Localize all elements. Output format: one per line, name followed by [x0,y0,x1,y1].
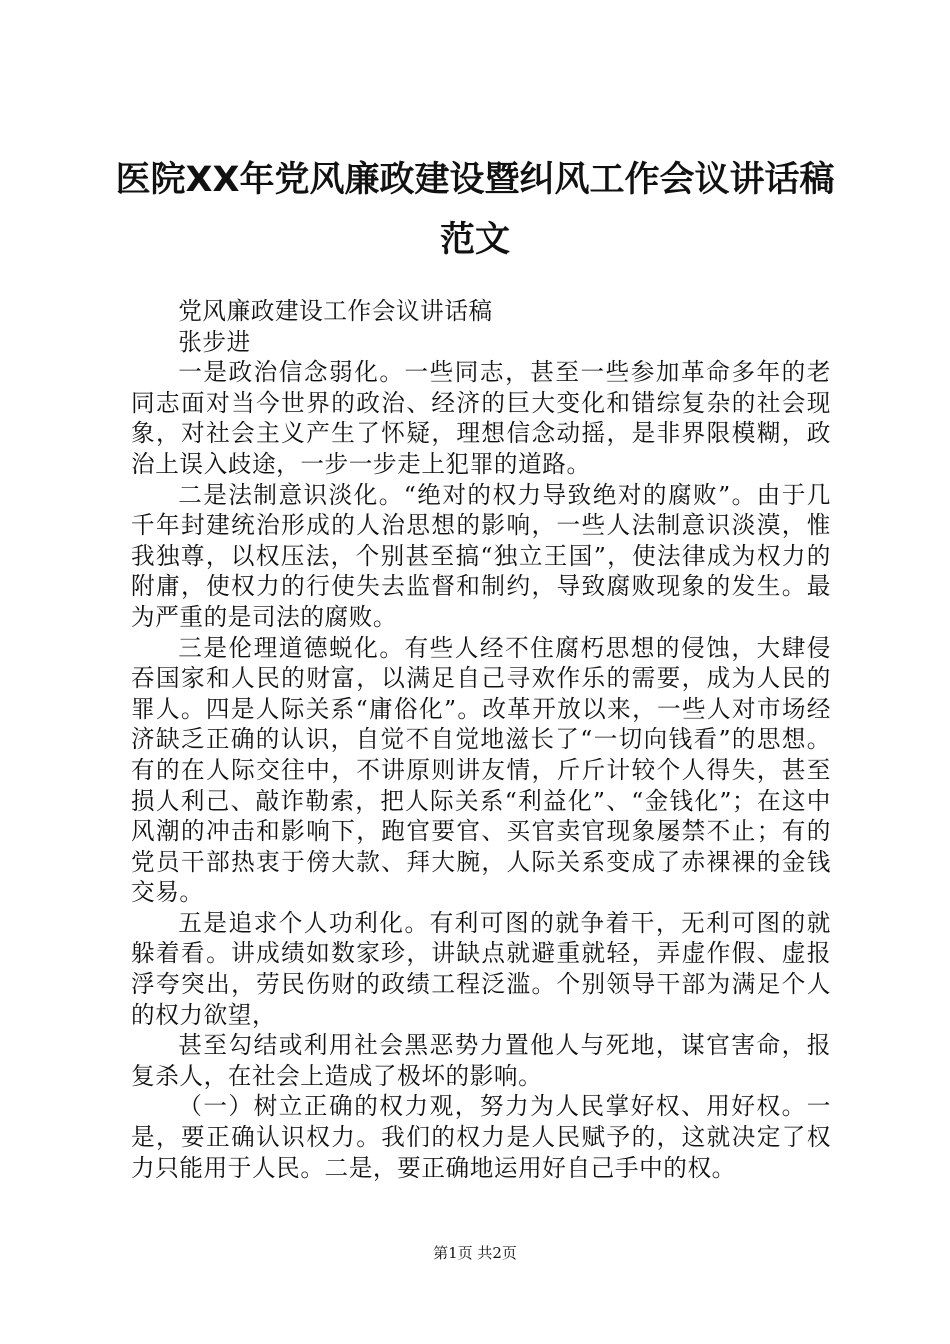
page-number-footer: 第1页 共2页 [433,1244,517,1262]
document-title: 医院XX年党风廉政建设暨纠风工作会议讲话稿范文 [115,160,835,260]
body-paragraph: 五是追求个人功利化。有利可图的就争着干，无利可图的就躲着看。讲成绩如数家珍，讲缺点就避重就轻，弄虚作假、虚报浮夸突出，劳民伤财的政绩工程泛滥。个别领导干部为满足个人的权力欲望， [131,908,831,1029]
body-paragraph: （一）树立正确的权力观，努力为人民掌好权、用好权。一是，要正确认识权力。我们的权力是人民赋予的，这就决定了权力只能用于人民。二是，要正确地运用好自己手中的权。 [131,1092,831,1182]
body-paragraph: 一是政治信念弱化。一些同志，甚至一些参加革命多年的老同志面对当今世界的政治、经济的巨大变化和错综复杂的社会现象，对社会主义产生了怀疑，理想信念动摇，是非界限模糊，政治上误入歧途，一步一步走上犯罪的道路。 [131,358,831,478]
document-body [131,296,831,1183]
document-subtitle: 党风廉政建设工作会议讲话稿 [178,297,493,325]
document-author: 张步进 [178,327,251,356]
body-paragraph: 三是伦理道德蜕化。有些人经不住腐朽思想的侵蚀，大肆侵吞国家和人民的财富，以满足自己寻欢作乐的需要，成为人民的罪人。四是人际关系“庸俗化”。改革开放以来，一些人对市场经济缺乏正确的认识，自觉不自觉地滋长了“一切向钱看”的思想。有的在人际交往中，不讲原则讲友情，斤斤计较个人得失，甚至损人利己、敲诈勒索，把人际关系“利益化”、“金钱化”；在这中风潮的冲击和影响下，跑官要官、买官卖官现象屡禁不止；有的党员干部热衷于傍大款、拜大腕，人际关系变成了赤裸裸的金钱交易。 [131,633,831,907]
body-paragraph: 二是法制意识淡化。“绝对的权力导致绝对的腐败”。由于几千年封建统治形成的人治思想的影响，一些人法制意识淡漠，惟我独尊，以权压法，个别甚至搞“独立王国”，使法律成为权力的附庸，使权力的行使失去监督和制约，导致腐败现象的发生。最为严重的是司法的腐败。 [131,480,831,631]
body-paragraph: 甚至勾结或利用社会黑恶势力置他人与死地，谋官害命，报复杀人，在社会上造成了极坏的影响。 [131,1031,831,1090]
